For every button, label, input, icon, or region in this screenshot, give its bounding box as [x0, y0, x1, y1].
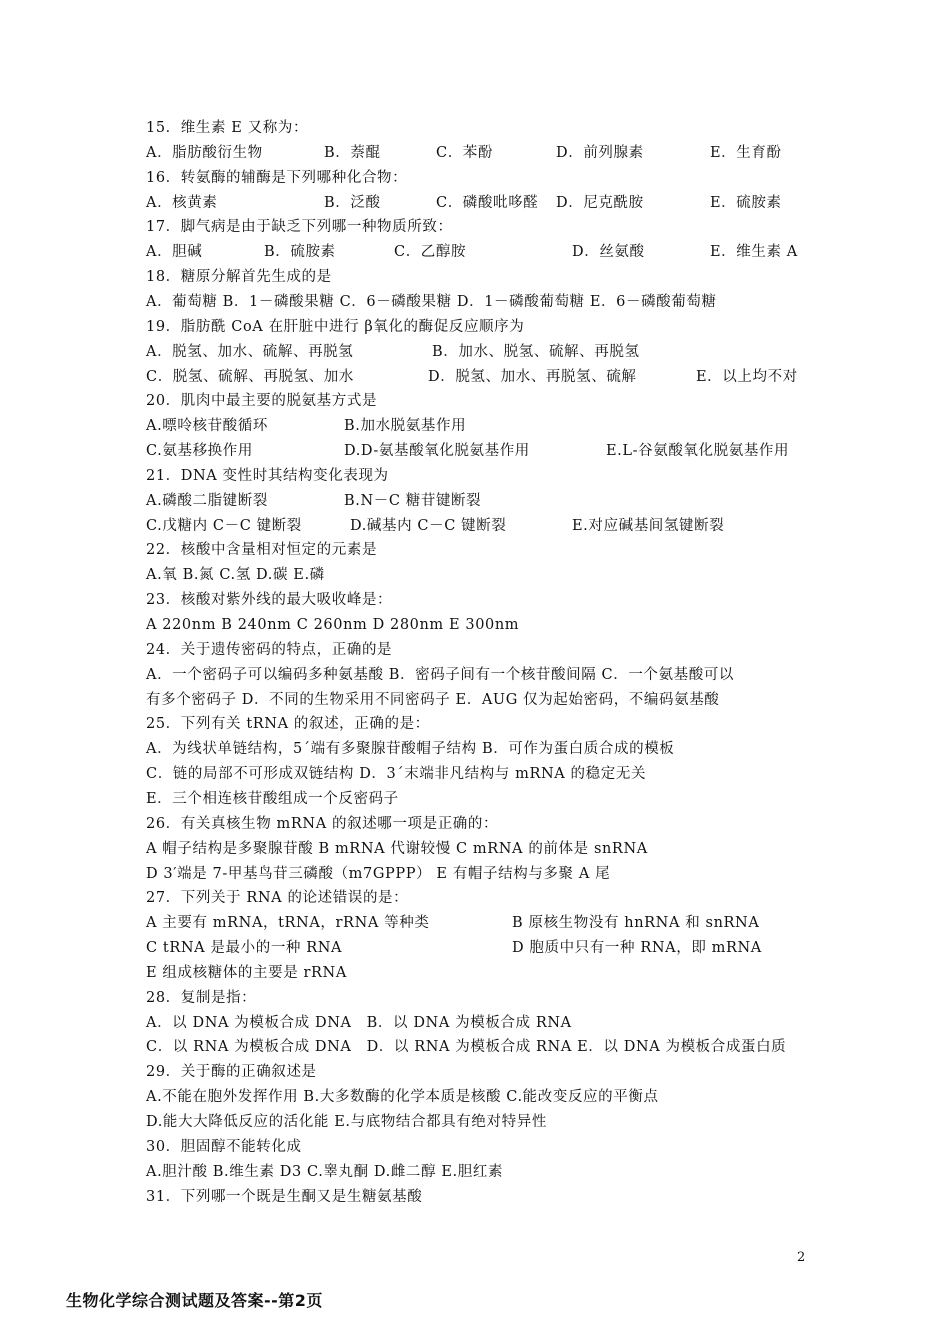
answer-option: A.氧 B.氮 C.氢 D.碳 E.磷	[146, 567, 325, 583]
answer-option: E．维生素 A	[710, 244, 798, 260]
options-line	[146, 936, 826, 960]
question-stem	[146, 588, 826, 612]
options-line	[146, 762, 826, 786]
answer-option: E．生育酚	[710, 145, 782, 161]
options-line	[146, 1011, 826, 1035]
answer-option: A．以 DNA 为模板合成 DNA B．以 DNA 为模板合成 RNA	[146, 1015, 572, 1031]
options-line	[146, 1085, 826, 1109]
options-line	[146, 1110, 826, 1134]
question-stem-text: 29．关于酶的正确叙述是	[146, 1064, 317, 1080]
question-stem-text: 18．糖原分解首先生成的是	[146, 269, 332, 285]
answer-option: C．磷酸吡哆醛	[436, 195, 539, 211]
answer-option: E．以上均不对	[696, 369, 798, 385]
question-stem-text: 16．转氨酶的辅酶是下列哪种化合物：	[146, 170, 408, 186]
question-stem	[146, 638, 826, 662]
question-stem	[146, 538, 826, 562]
options-line	[146, 1160, 826, 1184]
answer-option: A 帽子结构是多聚腺苷酸 B mRNA 代谢较慢 C mRNA 的前体是 snRNA	[146, 841, 648, 857]
options-line	[146, 837, 826, 861]
question-stem-text: 25．下列有关 tRNA 的叙述，正确的是：	[146, 716, 430, 732]
options-line	[146, 439, 826, 463]
answer-option: D．脱氢、加水、再脱氢、硫解	[428, 369, 637, 385]
answer-option: A．核黄素	[146, 195, 218, 211]
options-line	[146, 1035, 826, 1059]
answer-option: B．泛酸	[324, 195, 381, 211]
question-stem	[146, 812, 826, 836]
question-stem	[146, 215, 826, 239]
answer-option: C．链的局部不可形成双链结构 D．3´末端非凡结构与 mRNA 的稳定无关	[146, 766, 647, 782]
question-stem-text: 17．脚气病是由于缺乏下列哪一种物质所致：	[146, 219, 453, 235]
options-line	[146, 563, 826, 587]
options-line	[146, 240, 826, 264]
answer-option: B．萘醌	[324, 145, 381, 161]
answer-option: A.不能在胞外发挥作用 B.大多数酶的化学本质是核酸 C.能改变反应的平衡点	[146, 1089, 659, 1105]
options-line	[146, 862, 826, 886]
answer-option: C.戊糖内 C－C 键断裂	[146, 518, 302, 534]
question-stem-text: 21．DNA 变性时其结构变化表现为	[146, 468, 389, 484]
options-line	[146, 141, 826, 165]
question-stem	[146, 265, 826, 289]
options-line	[146, 911, 826, 935]
answer-option: A．脂肪酸衍生物	[146, 145, 263, 161]
answer-option: B．加水、脱氢、硫解、再脱氢	[432, 344, 640, 360]
answer-option: D.能大大降低反应的活化能 E.与底物结合都具有绝对特异性	[146, 1114, 547, 1130]
answer-option: A．葡萄糖 B．1－磷酸果糖 C．6－磷酸果糖 D．1－磷酸葡萄糖 E．6－磷酸葡萄糖	[146, 294, 717, 310]
answer-option: B．硫胺素	[264, 244, 336, 260]
options-line	[146, 290, 826, 314]
answer-option: D.D-氨基酸氧化脱氨基作用	[344, 443, 530, 459]
answer-option: B.N－C 糖苷键断裂	[344, 493, 482, 509]
question-stem-text: 23．核酸对紫外线的最大吸收峰是：	[146, 592, 393, 608]
question-stem-text: 31．下列哪一个既是生酮又是生糖氨基酸	[146, 1189, 423, 1205]
answer-option: D.碱基内 C－C 键断裂	[350, 518, 507, 534]
answer-option: D 3′端是 7-甲基鸟苷三磷酸（m7GPPP） E 有帽子结构与多聚 A 尾	[146, 866, 611, 882]
answer-option: C．脱氢、硫解、再脱氢、加水	[146, 369, 354, 385]
answer-option: A．脱氢、加水、硫解、再脱氢	[146, 344, 354, 360]
question-stem	[146, 315, 826, 339]
answer-option: A.胆汁酸 B.维生素 D3 C.睾丸酮 D.雌二醇 E.胆红素	[146, 1164, 504, 1180]
question-stem-text: 28．复制是指：	[146, 990, 257, 1006]
answer-option: E 组成核糖体的主要是 rRNA	[146, 965, 347, 981]
question-stem-text: 24．关于遗传密码的特点，正确的是	[146, 642, 393, 658]
question-stem	[146, 1135, 826, 1159]
answer-option: A.磷酸二脂键断裂	[146, 493, 268, 509]
question-stem-text: 19．脂肪酰 CoA 在肝脏中进行 β氧化的酶促反应顺序为	[146, 319, 525, 335]
answer-option: A.嘌呤核苷酸循环	[146, 418, 268, 434]
options-line	[146, 737, 826, 761]
question-stem-text: 30．胆固醇不能转化成	[146, 1139, 302, 1155]
answer-option: A．胆碱	[146, 244, 203, 260]
question-stem-text: 27．下列关于 RNA 的论述错误的是：	[146, 890, 409, 906]
question-stem	[146, 886, 826, 910]
page-number: 2	[797, 1250, 806, 1265]
answer-option: A 220nm B 240nm C 260nm D 280nm E 300nm	[146, 617, 520, 633]
question-stem	[146, 116, 826, 140]
answer-option: E．硫胺素	[710, 195, 782, 211]
answer-option: D．前列腺素	[556, 145, 644, 161]
options-line	[146, 191, 826, 215]
answer-option: E.L-谷氨酸氧化脱氨基作用	[606, 443, 790, 459]
question-stem	[146, 986, 826, 1010]
answer-option: 有多个密码子 D．不同的生物采用不同密码子 E．AUG 仅为起始密码，不编码氨基酸	[146, 692, 720, 708]
question-stem-text: 15．维生素 E 又称为：	[146, 120, 309, 136]
answer-option: B.加水脱氨基作用	[344, 418, 467, 434]
answer-option: A．为线状单链结构，5´端有多聚腺苷酸帽子结构 B．可作为蛋白质合成的模板	[146, 741, 675, 757]
options-line	[146, 489, 826, 513]
answer-option: A．一个密码子可以编码多种氨基酸 B．密码子间有一个核苷酸间隔 C．一个氨基酸可以	[146, 667, 735, 683]
answer-option: D．尼克酰胺	[556, 195, 644, 211]
options-line	[146, 787, 826, 811]
question-stem-text: 22．核酸中含量相对恒定的元素是	[146, 542, 378, 558]
answer-option: C．苯酚	[436, 145, 493, 161]
answer-option: C．乙醇胺	[394, 244, 467, 260]
answer-option: D．丝氨酸	[572, 244, 645, 260]
question-stem	[146, 166, 826, 190]
question-stem	[146, 389, 826, 413]
options-line	[146, 613, 826, 637]
options-line	[146, 514, 826, 538]
options-line	[146, 688, 826, 712]
options-line	[146, 663, 826, 687]
answer-option: A 主要有 mRNA，tRNA，rRNA 等种类	[146, 915, 430, 931]
question-stem	[146, 1185, 826, 1209]
question-stem-text: 26．有关真核生物 mRNA 的叙述哪一项是正确的：	[146, 816, 499, 832]
answer-option: C.氨基移换作用	[146, 443, 253, 459]
question-stem	[146, 1060, 826, 1084]
answer-option: B 原核生物没有 hnRNA 和 snRNA	[512, 915, 760, 931]
answer-option: E．三个相连核苷酸组成一个反密码子	[146, 791, 399, 807]
footer-caption: 生物化学综合测试题及答案--第2页	[66, 1291, 323, 1310]
options-line	[146, 414, 826, 438]
question-stem	[146, 712, 826, 736]
answer-option: C．以 RNA 为模板合成 DNA D．以 RNA 为模板合成 RNA E．以 DNA 为模板合成蛋白质	[146, 1039, 787, 1055]
options-line	[146, 340, 826, 364]
answer-option: E.对应碱基间氢键断裂	[572, 518, 725, 534]
options-line	[146, 365, 826, 389]
answer-option: C tRNA 是最小的一种 RNA	[146, 940, 343, 956]
answer-option: D 胞质中只有一种 RNA，即 mRNA	[512, 940, 762, 956]
question-stem	[146, 464, 826, 488]
options-line	[146, 961, 826, 985]
question-stem-text: 20．肌肉中最主要的脱氨基方式是	[146, 393, 378, 409]
